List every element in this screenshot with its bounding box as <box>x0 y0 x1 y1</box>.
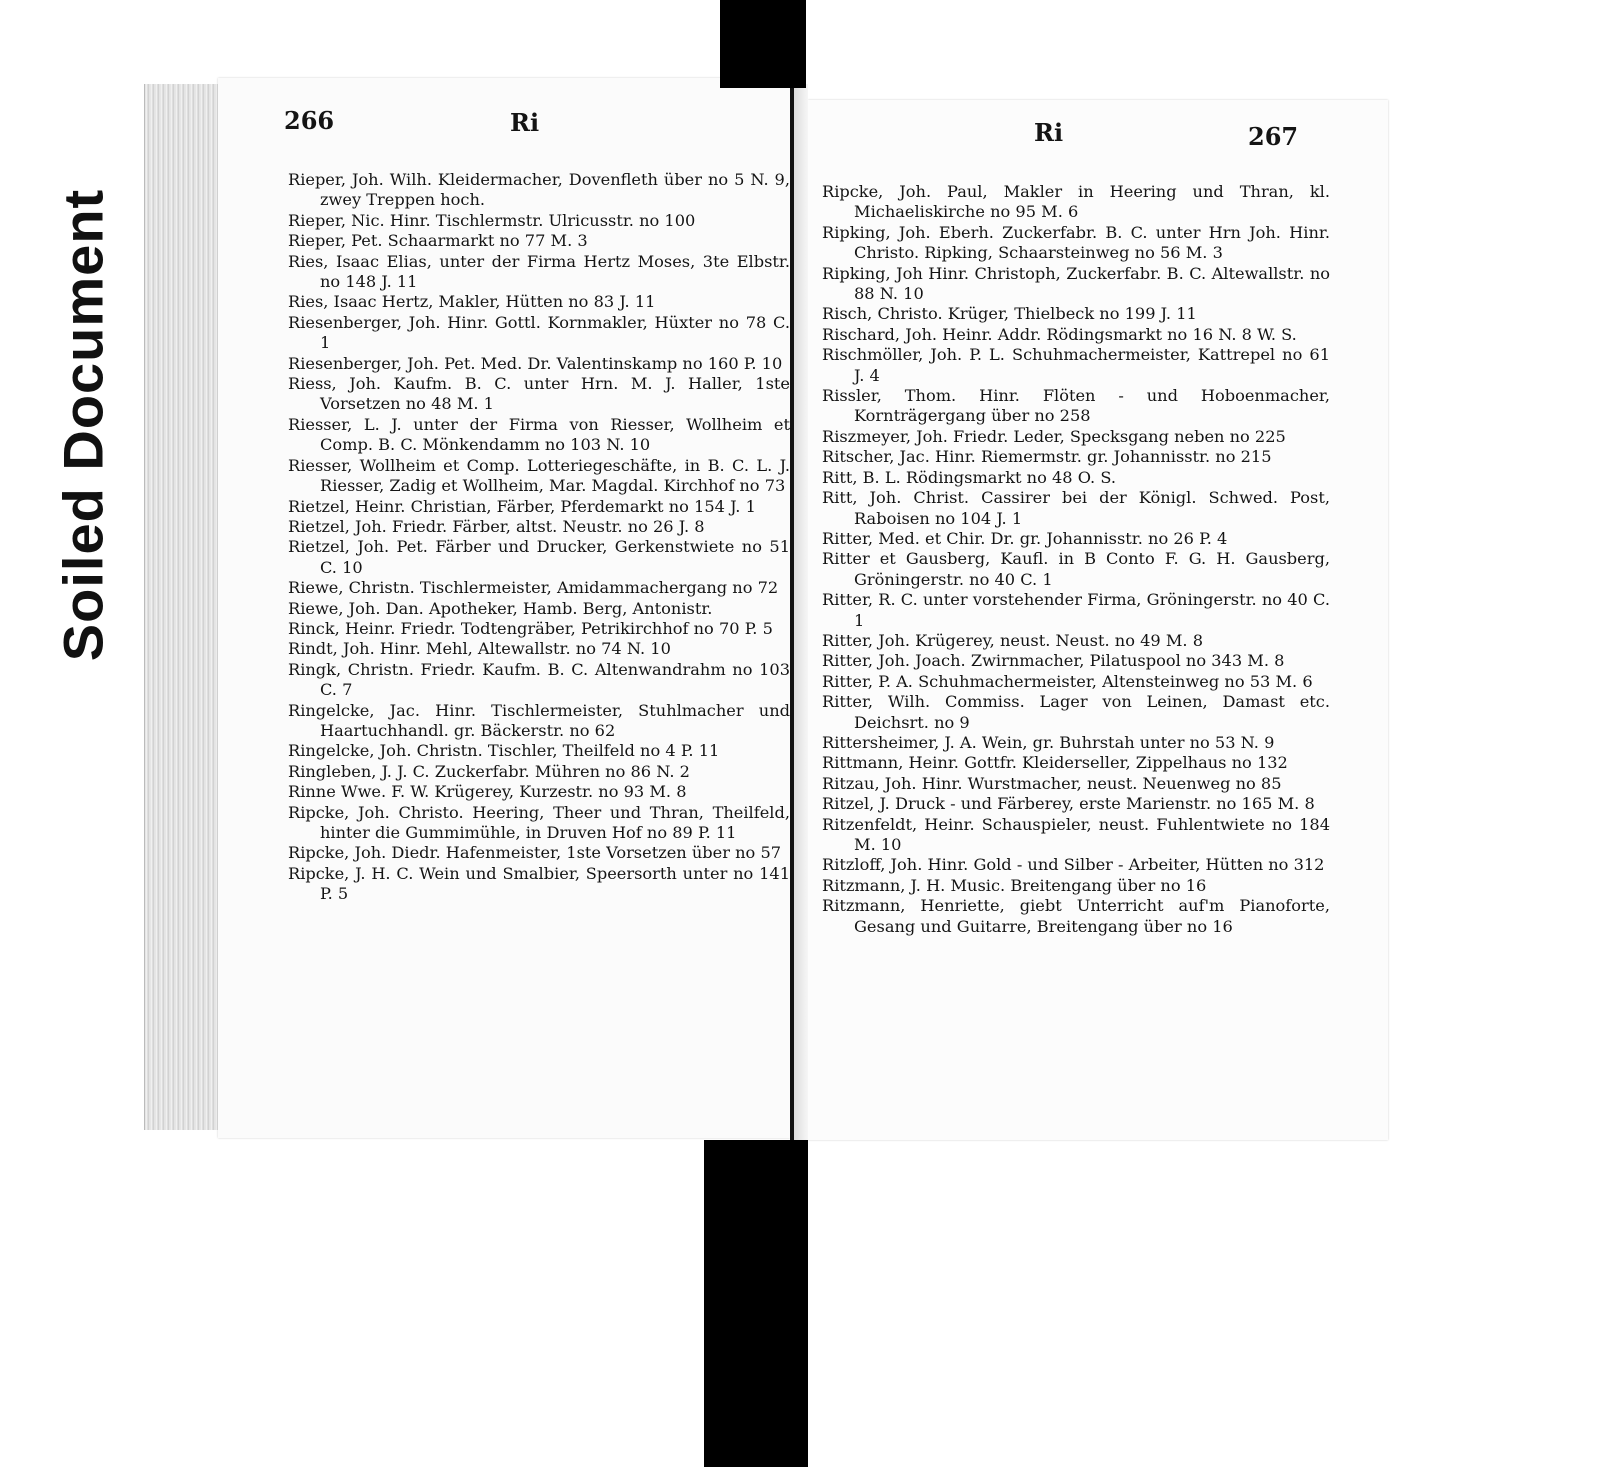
directory-entry: Ritt, Joh. Christ. Cassirer bei der Königl. Schwed. Post, Raboisen no 104 J. 1 <box>822 488 1330 528</box>
directory-entry: Rieper, Joh. Wilh. Kleidermacher, Dovenfleth über no 5 N. 9, zwey Treppen hoch. <box>288 170 790 210</box>
directory-entry: Ritzel, J. Druck - und Färberey, erste Marienstr. no 165 M. 8 <box>822 794 1315 814</box>
directory-entry: Rieper, Pet. Schaarmarkt no 77 M. 3 <box>288 231 588 251</box>
directory-entry: Ries, Isaac Hertz, Makler, Hütten no 83 J. 11 <box>288 292 656 312</box>
directory-entry: Ritzmann, Henriette, giebt Unterricht auf'm Pianoforte, Gesang und Guitarre, Breitengang über no 16 <box>822 896 1330 936</box>
directory-entry: Ritscher, Jac. Hinr. Riemermstr. gr. Johannisstr. no 215 <box>822 447 1272 467</box>
directory-entry: Ringleben, J. J. C. Zuckerfabr. Mühren no 86 N. 2 <box>288 761 690 781</box>
directory-entry: Riesser, Wollheim et Comp. Lotteriegeschäfte, in B. C. L. J. Riesser, Zadig et Wollheim, Mar. Magdal. Kirchhof no 73 <box>288 455 790 496</box>
directory-entry: Ripking, Joh Hinr. Christoph, Zuckerfabr. B. C. Altewallstr. no 88 N. 10 <box>822 263 1330 304</box>
directory-entry: Rinne Wwe. F. W. Krügerey, Kurzestr. no 93 M. 8 <box>288 782 687 802</box>
right-page-number: 267 <box>1248 122 1299 151</box>
directory-entry: Ritzenfeldt, Heinr. Schauspieler, neust. Fuhlentwiete no 184 M. 10 <box>822 814 1330 854</box>
left-entry-list <box>288 170 790 905</box>
soiled-document-stamp <box>48 175 118 675</box>
directory-entry: Rittmann, Heinr. Gottfr. Kleiderseller, Zippelhaus no 132 <box>822 753 1288 773</box>
directory-entry: Ripcke, J. H. C. Wein und Smalbier, Speersorth unter no 141 P. 5 <box>288 863 790 904</box>
black-tape-bottom <box>704 1140 808 1467</box>
directory-entry: Riszmeyer, Joh. Friedr. Leder, Specksgang neben no 225 <box>822 426 1286 446</box>
directory-entry: Riewe, Joh. Dan. Apotheker, Hamb. Berg, Antonistr. <box>288 598 713 618</box>
directory-entry: Riesenberger, Joh. Hinr. Gottl. Kornmakler, Hüxter no 78 C. 1 <box>288 312 790 353</box>
directory-entry: Rissler, Thom. Hinr. Flöten - und Hoboenmacher, Kornträgergang über no 258 <box>822 386 1330 426</box>
directory-entry: Ritter, Joh. Joach. Zwirnmacher, Pilatuspool no 343 M. 8 <box>822 651 1285 671</box>
directory-entry: Riewe, Christn. Tischlermeister, Amidammachergang no 72 <box>288 578 779 598</box>
directory-entry: Risch, Christo. Krüger, Thielbeck no 199 J. 11 <box>822 304 1197 324</box>
directory-entry: Rietzel, Joh. Pet. Färber und Drucker, Gerkenstwiete no 51 C. 10 <box>288 537 790 577</box>
directory-entry: Riesser, L. J. unter der Firma von Riesser, Wollheim et Comp. B. C. Mönkendamm no 103 N. 10 <box>288 414 790 455</box>
directory-entry: Rischmöller, Joh. P. L. Schuhmachermeister, Kattrepel no 61 J. 4 <box>822 345 1330 385</box>
directory-entry: Ritter, R. C. unter vorstehender Firma, Gröningerstr. no 40 C. 1 <box>822 590 1330 630</box>
directory-entry: Ringk, Christn. Friedr. Kaufm. B. C. Altenwandrahm no 103 C. 7 <box>288 659 790 700</box>
directory-entry: Riesenberger, Joh. Pet. Med. Dr. Valentinskamp no 160 P. 10 <box>288 353 783 373</box>
directory-entry: Ripking, Joh. Eberh. Zuckerfabr. B. C. unter Hrn Joh. Hinr. Christo. Ripking, Schaarsteinweg no 56 M. 3 <box>822 222 1330 263</box>
directory-entry: Rietzel, Joh. Friedr. Färber, altst. Neustr. no 26 J. 8 <box>288 516 705 536</box>
directory-entry: Ritt, B. L. Rödingsmarkt no 48 O. S. <box>822 467 1116 487</box>
directory-entry: Ritter, Med. et Chir. Dr. gr. Johannisstr. no 26 P. 4 <box>822 528 1228 548</box>
directory-entry: Rischard, Joh. Heinr. Addr. Rödingsmarkt no 16 N. 8 W. S. <box>822 324 1297 344</box>
directory-entry: Ripcke, Joh. Christo. Heering, Theer und Thran, Theilfeld, hinter die Gummimühle, in Druven Hof no 89 P. 11 <box>288 802 790 842</box>
right-running-head: Ri <box>1034 118 1064 147</box>
directory-entry: Ringelcke, Joh. Christn. Tischler, Theilfeld no 4 P. 11 <box>288 741 720 761</box>
directory-entry: Ritzloff, Joh. Hinr. Gold - und Silber - Arbeiter, Hütten no 312 <box>822 855 1325 875</box>
directory-entry: Ripcke, Joh. Paul, Makler in Heering und Thran, kl. Michaeliskirche no 95 M. 6 <box>822 182 1330 222</box>
directory-entry: Ritter et Gausberg, Kaufl. in B Conto F. G. H. Gausberg, Gröningerstr. no 40 C. 1 <box>822 549 1330 589</box>
directory-entry: Ringelcke, Jac. Hinr. Tischlermeister, Stuhlmacher und Haartuchhandl. gr. Bäckerstr. no 62 <box>288 700 790 740</box>
right-entry-list <box>822 182 1330 937</box>
directory-entry: Ritter, Joh. Krügerey, neust. Neust. no 49 M. 8 <box>822 630 1203 650</box>
directory-entry: Rietzel, Heinr. Christian, Färber, Pferdemarkt no 154 J. 1 <box>288 496 756 516</box>
stamp-text: Soiled Document <box>51 188 115 662</box>
directory-entry: Ritter, P. A. Schuhmachermeister, Altensteinweg no 53 M. 6 <box>822 671 1313 691</box>
directory-entry: Ritter, Wilh. Commiss. Lager von Leinen, Damast etc. Deichsrt. no 9 <box>822 692 1330 732</box>
black-tape-top <box>720 0 806 88</box>
directory-entry: Ritzau, Joh. Hinr. Wurstmacher, neust. Neuenweg no 85 <box>822 773 1282 793</box>
directory-entry: Ritzmann, J. H. Music. Breitengang über no 16 <box>822 875 1207 895</box>
directory-entry: Rittersheimer, J. A. Wein, gr. Buhrstah unter no 53 N. 9 <box>822 732 1275 752</box>
book-page-edges <box>144 84 221 1130</box>
directory-entry: Riess, Joh. Kaufm. B. C. unter Hrn. M. J. Haller, 1ste Vorsetzen no 48 M. 1 <box>288 374 790 414</box>
directory-entry: Rinck, Heinr. Friedr. Todtengräber, Petrikirchhof no 70 P. 5 <box>288 618 773 638</box>
directory-entry: Rindt, Joh. Hinr. Mehl, Altewallstr. no 74 N. 10 <box>288 639 671 659</box>
left-page-number: 266 <box>284 106 335 135</box>
directory-entry: Rieper, Nic. Hinr. Tischlermstr. Ulricusstr. no 100 <box>288 210 696 230</box>
directory-entry: Ripcke, Joh. Diedr. Hafenmeister, 1ste Vorsetzen über no 57 <box>288 843 782 863</box>
book-gutter <box>790 84 808 1140</box>
left-running-head: Ri <box>510 108 540 137</box>
directory-entry: Ries, Isaac Elias, unter der Firma Hertz Moses, 3te Elbstr. no 148 J. 11 <box>288 251 790 292</box>
